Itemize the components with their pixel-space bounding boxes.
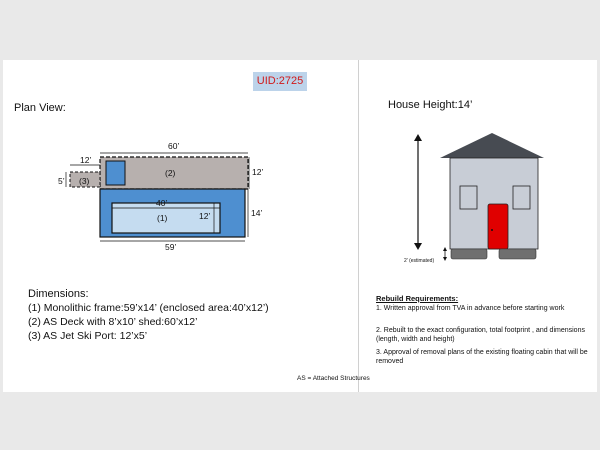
dimension-item-1: (1) Monolithic frame:59’x14’ (enclosed area:40’x12’) — [28, 302, 269, 314]
label-12-inner: 12’ — [199, 211, 211, 221]
legend-note: AS = Attached Structures — [297, 375, 370, 382]
label-2-estimated: 2’ (estimated) — [404, 258, 435, 264]
window-right — [513, 186, 530, 209]
house-door — [488, 204, 508, 249]
shed — [106, 161, 125, 185]
arrow-head-small-bottom — [443, 257, 447, 261]
dimension-item-3: (3) AS Jet Ski Port: 12’x5’ — [28, 330, 148, 342]
requirement-item-3: 3. Approval of removal plans of the existing floating cabin that will be removed — [376, 349, 588, 365]
label-12-right: 12’ — [252, 167, 264, 177]
label-3: (3) — [79, 176, 90, 186]
label-60: 60’ — [168, 141, 180, 151]
house-height-title: House Height:14’ — [388, 99, 473, 111]
label-14: 14’ — [251, 208, 263, 218]
pontoon-left — [451, 249, 487, 259]
label-40: 40’ — [156, 198, 168, 208]
house-elevation-diagram — [404, 133, 544, 264]
window-left — [460, 186, 477, 209]
label-12-top: 12’ — [80, 155, 92, 165]
dimension-item-2: (2) AS Deck with 8’x10’ shed:60’x12’ — [28, 316, 198, 328]
pontoon-right — [499, 249, 536, 259]
rebuild-requirements-title: Rebuild Requirements: — [376, 294, 459, 303]
plan-view-diagram — [58, 141, 263, 252]
label-1: (1) — [157, 213, 168, 223]
arrow-head-small-top — [443, 247, 447, 251]
requirement-item-1: 1. Written approval from TVA in advance before starting work — [376, 305, 565, 312]
requirement-item-2: 2. Rebuilt to the exact configuration, total footprint , and dimensions (length, width and height) — [376, 327, 585, 343]
uid-badge: UID:2725 — [253, 72, 307, 91]
arrow-head-top — [414, 134, 422, 141]
arrow-head-bottom — [414, 243, 422, 250]
door-knob — [491, 229, 493, 231]
label-59: 59’ — [165, 242, 177, 252]
label-2: (2) — [165, 168, 176, 178]
label-5: 5’ — [58, 176, 65, 186]
plan-view-title: Plan View: — [14, 102, 66, 114]
dimensions-title: Dimensions: — [28, 288, 89, 300]
house-roof — [440, 133, 544, 158]
